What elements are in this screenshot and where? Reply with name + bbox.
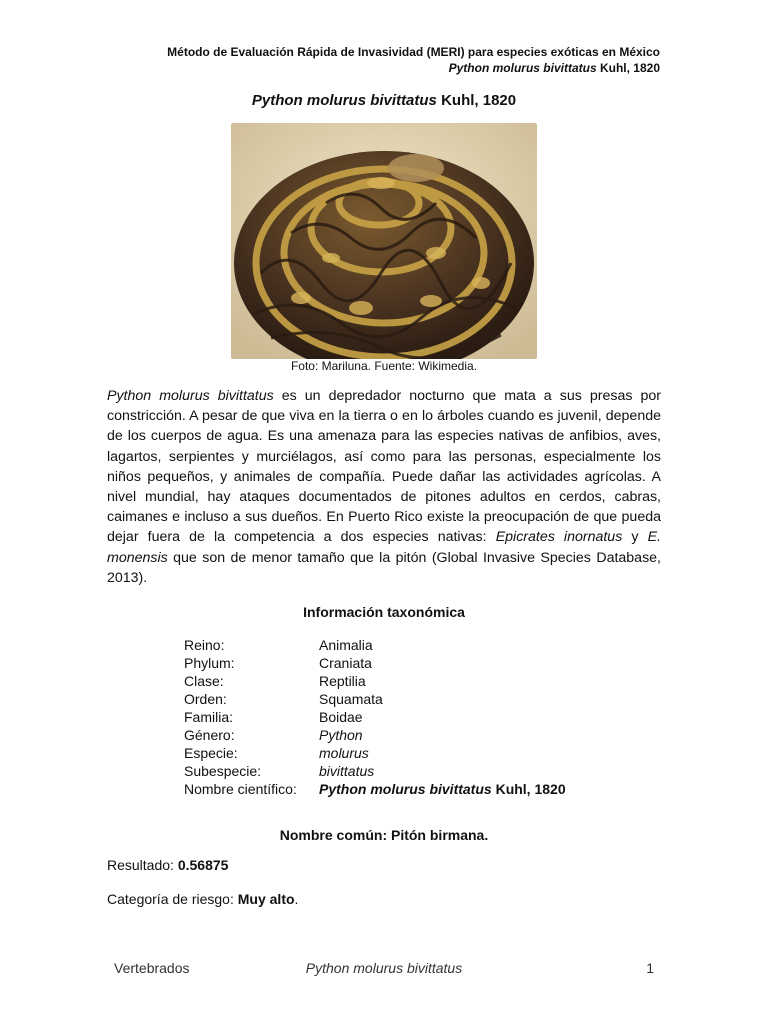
taxonomy-row (184, 672, 566, 690)
common-name: Nombre común: Pitón birmana. (279, 827, 489, 843)
desc-species-2: Epicrates inornatus (495, 529, 623, 546)
taxonomy-key: Especie: (184, 745, 238, 761)
taxonomy-row (184, 690, 566, 708)
taxonomy-key: Orden: (184, 691, 227, 707)
desc-species: Python molurus bivittatus (107, 388, 274, 404)
taxonomy-key: Familia: (184, 709, 234, 725)
risk-end: . (294, 891, 299, 907)
footer-left: Vertebrados (114, 960, 190, 976)
taxonomy-row (184, 762, 566, 780)
taxonomy-row (184, 654, 566, 672)
running-header (167, 44, 660, 76)
risk-value: Muy alto (237, 891, 295, 907)
taxonomy-key: Nombre científico: (184, 781, 297, 797)
taxonomy-value: Squamata (319, 691, 383, 707)
header-author: Kuhl, 1820 (596, 61, 660, 75)
header-species: Python molurus bivittatus (448, 61, 597, 75)
taxonomy-value: Boidae (319, 709, 363, 725)
taxonomy-row (184, 726, 566, 744)
taxonomy-value: Animalia (319, 637, 373, 653)
result-value: 0.56875 (177, 857, 229, 873)
description-paragraph (107, 386, 661, 588)
taxonomy-value: Craniata (319, 655, 372, 671)
scientific-name-author: Kuhl, 1820 (491, 781, 566, 797)
result-label: Resultado: (107, 857, 178, 873)
snake-photo (231, 123, 537, 359)
header-line-1: Método de Evaluación Rápida de Invasividad (MERI) para especies exóticas en México (167, 45, 660, 59)
taxonomy-heading: Información taxonómica (303, 604, 465, 620)
taxonomy-key: Género: (184, 727, 235, 743)
taxonomy-key: Phylum: (184, 655, 235, 671)
header-line-2 (167, 60, 660, 76)
taxonomy-key: Subespecie: (184, 763, 262, 779)
taxonomy-value: Reptilia (319, 673, 366, 689)
taxonomy-row (184, 780, 566, 798)
taxonomy-value: bivittatus (319, 763, 375, 779)
python-image (231, 123, 537, 359)
desc-and: y (622, 529, 648, 546)
result-line (107, 857, 228, 873)
taxonomy-table (184, 636, 566, 798)
taxonomy-key: Reino: (184, 637, 225, 653)
title-species: Python molurus bivittatus (251, 92, 437, 109)
photo-caption: Foto: Mariluna. Fuente: Wikimedia. (290, 359, 478, 373)
scientific-name-species: Python molurus bivittatus (319, 781, 492, 797)
desc-text: es un depredador nocturno que mata a sus presas por constricción. A pesar de que viva en la tierra o en lo árboles cuando es juvenil, depende de los cuerpos de agua. Es una amenaza para las especies nativas de anfibios, aves, lagartos, serpientes y murciélagos, así como para las personas, especialmente los niños pequeños, y animales de compañía. Puede dañar las actividades agrícolas. A nivel mundial, hay ataques documentados de pitones adultos en cerdos, cabras, caimanes e incluso a sus dueños. En Puerto Rico existe la preocupación de que pueda dejar fuera de la competencia a dos especies nativas: (107, 388, 661, 546)
taxonomy-row (184, 744, 566, 762)
taxonomy-value: molurus (319, 745, 369, 761)
title-author: Kuhl, 1820 (436, 92, 517, 109)
taxonomy-value: Python (319, 727, 363, 743)
page-title (0, 92, 768, 109)
taxonomy-row (184, 636, 566, 654)
taxonomy-row (184, 708, 566, 726)
risk-line (107, 891, 298, 907)
desc-end: que son de menor tamaño que la pitón (Global Invasive Species Database, 2013). (107, 549, 661, 586)
footer-center: Python molurus bivittatus (305, 960, 463, 976)
risk-label: Categoría de riesgo: (107, 891, 238, 907)
taxonomy-key: Clase: (184, 673, 224, 689)
desc-species-3: E. monensis (107, 529, 661, 566)
taxonomy-scientific-name (319, 780, 566, 798)
page-number: 1 (646, 960, 654, 976)
